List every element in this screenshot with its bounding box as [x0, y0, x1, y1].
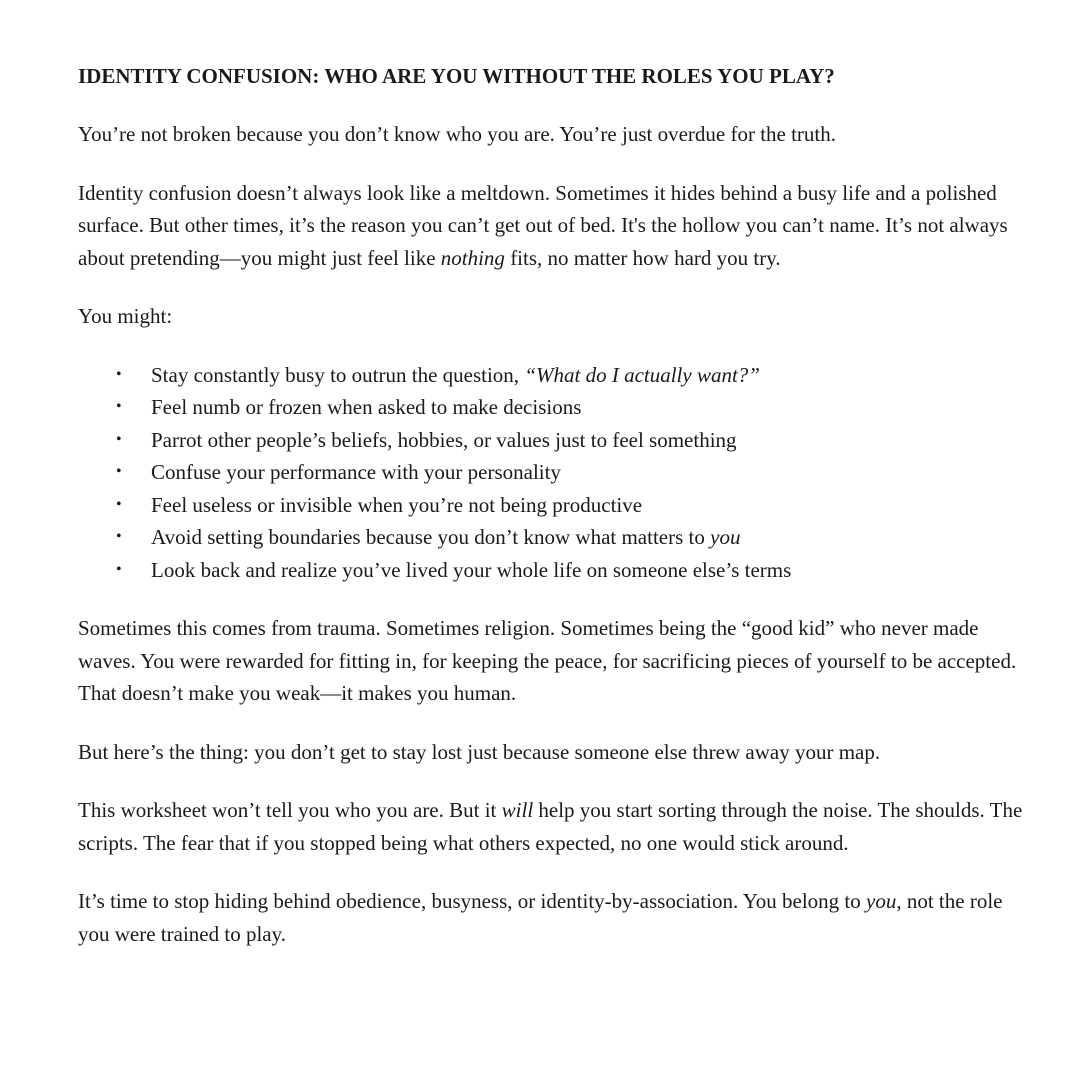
- list-item: [116, 456, 1038, 489]
- paragraph-text: It’s time to stop hiding behind obedience, busyness, or identity-by-association. You belong to: [78, 889, 867, 913]
- emphasis-text: will: [501, 798, 534, 822]
- heres-the-thing-paragraph: But here’s the thing: you don’t get to stay lost just because someone else threw away your map.: [78, 739, 881, 764]
- identity-confusion-paragraph: [78, 177, 1038, 275]
- emphasis-text: “What do I actually want?”: [524, 362, 760, 387]
- you-might-paragraph: You might:: [78, 304, 173, 328]
- paragraph-text: fits, no matter how hard you try.: [504, 245, 781, 270]
- list-item: [116, 359, 1038, 392]
- list-item: [116, 391, 1038, 424]
- list-item-text: Avoid setting boundaries because you don’t know what matters to: [151, 525, 711, 549]
- list-item-text: Confuse your performance with your personality: [151, 460, 561, 484]
- bullet-icon: •: [116, 398, 122, 415]
- list-item-text: Feel useless or invisible when you’re not being productive: [151, 492, 643, 517]
- bullet-icon: •: [116, 430, 122, 448]
- emphasis-text: you: [710, 525, 741, 549]
- list-item: [116, 554, 1038, 587]
- paragraph-text: This worksheet won’t tell you who you are. But it: [78, 798, 502, 822]
- list-item: [116, 521, 1038, 554]
- emphasis-text: you: [866, 889, 897, 913]
- symptom-list: [78, 359, 1038, 587]
- origins-paragraph: Sometimes this comes from trauma. Sometimes religion. Sometimes being the “good kid” who never made waves. You were rewarded for fitting in, for keeping the peace, for sacrificing pieces of yourself to be accepted. That doesn’t make you weak—it makes you human.: [78, 616, 1017, 705]
- list-item-text: Stay constantly busy to outrun the question,: [151, 362, 525, 387]
- bullet-icon: •: [116, 463, 122, 480]
- list-item: [116, 489, 1038, 522]
- paragraph-text: Identity confusion doesn’t always look like a meltdown. Sometimes it hides behind a busy life and a polished surface. But other times, it’s the reason you can’t get out of bed. It's the hollow you can’t name. It’s not always about pretending—you might just feel like: [78, 180, 1008, 270]
- document-title: IDENTITY CONFUSION: WHO ARE YOU WITHOUT THE ROLES YOU PLAY?: [78, 64, 835, 88]
- bullet-icon: •: [116, 560, 122, 578]
- worksheet-paragraph: [78, 794, 1038, 859]
- paragraph-text: , not the role you were trained to play.: [78, 889, 1003, 946]
- emphasis-text: nothing: [440, 245, 505, 270]
- bullet-icon: •: [116, 365, 122, 383]
- list-item-text: Feel numb or frozen when asked to make decisions: [151, 395, 582, 419]
- bullet-icon: •: [116, 528, 122, 545]
- closing-paragraph: [78, 885, 1038, 950]
- list-item: [116, 424, 1038, 457]
- document-page: [78, 60, 1038, 976]
- paragraph-text: help you start sorting through the noise. The shoulds. The scripts. The fear that if you stopped being what others expected, no one would stick around.: [78, 798, 1023, 855]
- list-item-text: Parrot other people’s beliefs, hobbies, or values just to feel something: [151, 427, 737, 452]
- bullet-icon: •: [116, 495, 122, 513]
- list-item-text: Look back and realize you’ve lived your whole life on someone else’s terms: [151, 557, 792, 582]
- intro-paragraph: You’re not broken because you don’t know who you are. You’re just overdue for the truth.: [78, 122, 837, 146]
